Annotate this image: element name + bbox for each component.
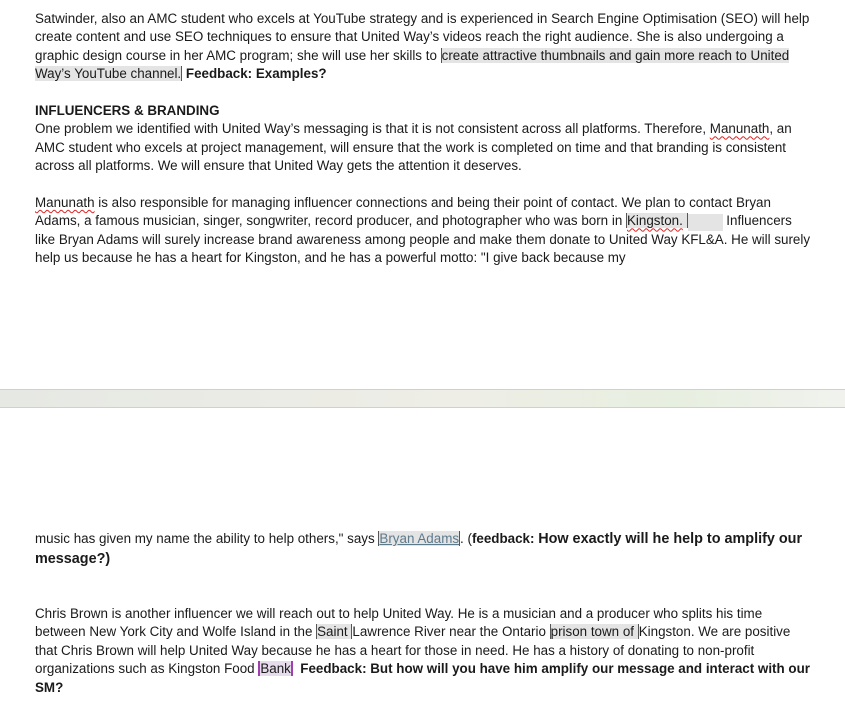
blank-line (35, 84, 815, 102)
feedback-comment: Feedback: But how will you have him amplify our message and interact with our SM? (35, 661, 810, 695)
paragraph-chris-brown[interactable]: Chris Brown is another influencer we will reach out to help United Way. He is a musician and a producer who splits his time between New York City and Wolfe Island in the Saint Lawrence River near the Ontario prison town of Kingston. We are positive that Chris Brown will help United Way because he has a heart for those in need. He has a history of donating to non-profit organizations such as Kingston Food Bank Feedback: But how will you have him amplify our message and interact with our SM? (35, 606, 810, 695)
paragraph-influencers[interactable]: Manunath is also responsible for managing influencer connections and being their point of contact. We plan to contact Bryan Adams, a famous musician, singer, songwriter, record producer, and photographer who was born in Kingston. Influencers like Bryan Adams will surely increase brand awareness among people and make them donate to United Way KFL&A. He will surely help us because he has a heart for Kingston, and he has a powerful motto: "I give back because my (35, 195, 811, 266)
document-page-2 (0, 408, 845, 717)
feedback-question: How exactly will he help to amplify our message?) (35, 531, 803, 567)
paragraph-satwinder[interactable]: Satwinder, also an AMC student who excels at YouTube strategy and is experienced in Search Engine Optimisation (SEO) will help create content and use SEO techniques to ensure that United Way’s videos reach the right audience. She is also undergoing a graphic design course in her AMC program; she will use her skills to create attractive thumbnails and gain more reach to United Way’s YouTube channel. Feedback: Examples? (35, 11, 810, 82)
paragraph-quote[interactable]: music has given my name the ability to help others," says Bryan Adams. (feedback: How exactly will he help to amplify our message?) (35, 531, 803, 567)
feedback-comment: Feedback: Examples? (185, 66, 327, 82)
page-2-body (35, 529, 815, 697)
bryan-adams-link[interactable]: Bryan Adams (379, 531, 460, 546)
highlight-trail (688, 214, 723, 231)
feedback-label: feedback: (471, 531, 539, 546)
paragraph-consistency[interactable]: One problem we identified with United Way’s messaging is that it is not consistent across all platforms. Therefore, Manunath, an AMC student who excels at project management, will ensure that the work is completed on time and that branding is consistent across all platforms. We will ensure that United Way gets the attention it deserves. (35, 121, 792, 174)
tracked-change-bank[interactable]: Bank (260, 661, 291, 677)
spelling-error-kingston[interactable]: Kingston. (627, 213, 683, 229)
page-break (0, 389, 845, 408)
highlight-saint[interactable]: Saint (317, 624, 352, 640)
blank-line (35, 569, 815, 605)
highlighted-text[interactable]: create attractive thumbnails and gain more reach to United Way’s YouTube channel. (35, 47, 790, 82)
spelling-error-manunath[interactable]: Manunath (709, 121, 770, 137)
highlight-prison-town[interactable]: prison town of (550, 624, 638, 640)
blank-line (35, 176, 815, 194)
section-heading: INFLUENCERS & BRANDING (35, 103, 220, 119)
spelling-error-manunath[interactable]: Manunath (35, 195, 95, 211)
page-1-body (35, 10, 815, 268)
